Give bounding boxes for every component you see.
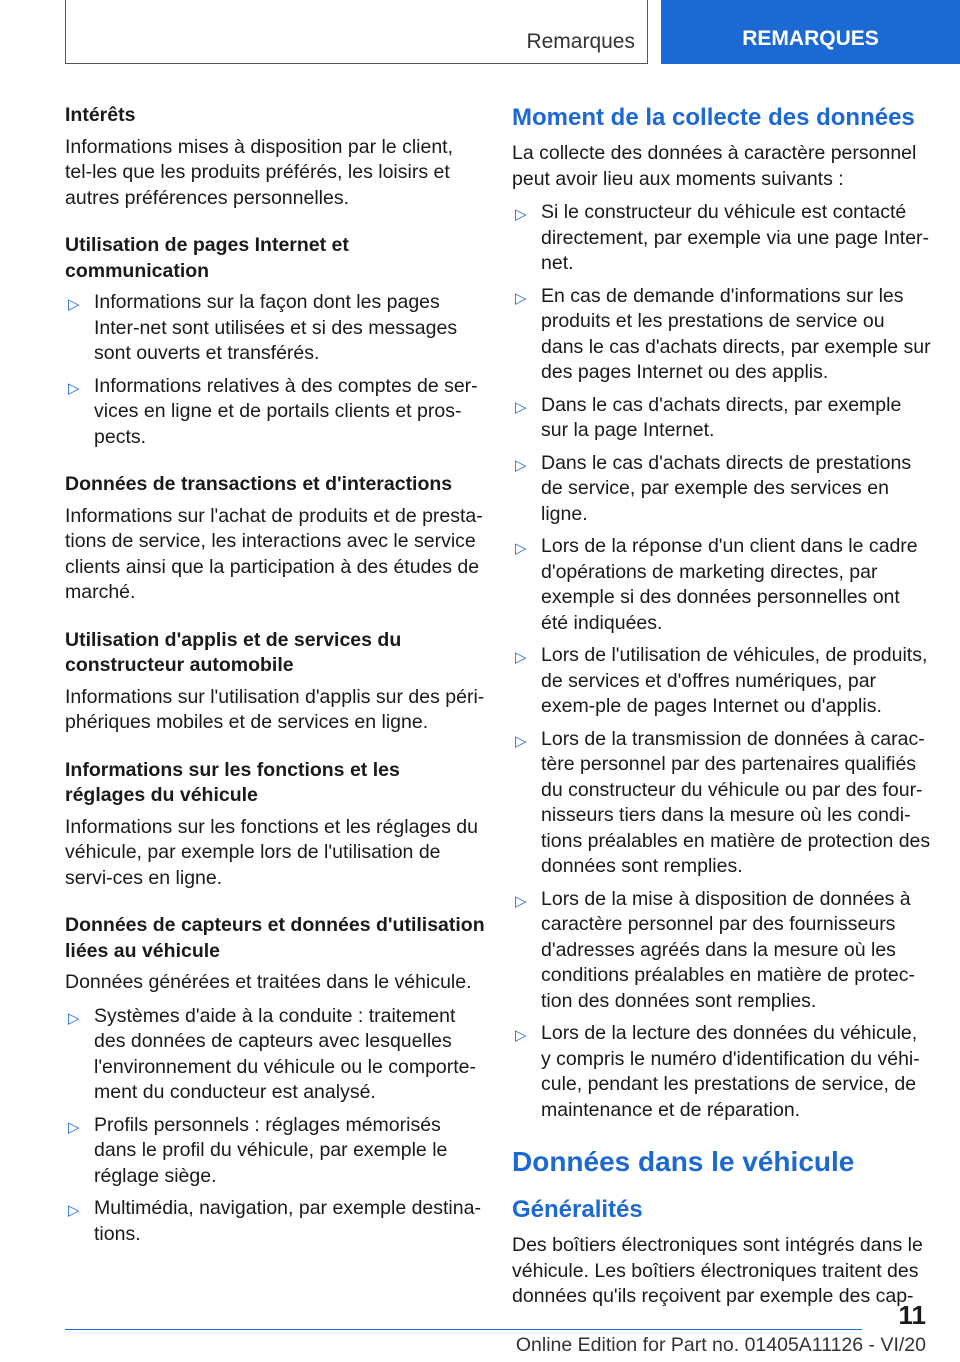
left-column (65, 103, 485, 1269)
triangle-bullet-icon: ▷ (515, 649, 527, 666)
list-capteurs (65, 1004, 485, 1248)
heading-fonctions-reglages: Informations sur les fonctions et les réglages du véhicule (65, 758, 400, 806)
triangle-bullet-icon: ▷ (515, 398, 527, 416)
page-number: 11 (898, 1300, 926, 1330)
heading-applis-services: Utilisation d'applis et de services du constructeur automobile (65, 628, 402, 676)
list-item: ▷ Informations sur la façon dont les pages Inter-net sont utilisées et si des messages sont ouverts et transférés. (68, 291, 458, 364)
paragraph-moment-collecte: La collecte des données à caractère personnel peut avoir lieu aux moments suivants : (512, 142, 917, 190)
list-internet-communication (65, 290, 485, 450)
list-moment-collecte (512, 200, 932, 1123)
heading-capteurs: Données de capteurs et données d'utilisation liées au véhicule (65, 914, 485, 962)
triangle-bullet-icon: ▷ (515, 732, 527, 750)
list-item: ▷ Dans le cas d'achats directs, par exemple sur la page Internet. (515, 393, 902, 441)
heading-internet-communication: Utilisation de pages Internet et communication (65, 234, 349, 282)
list-item: ▷ Si le constructeur du véhicule est contacté directement, par exemple via une page Inter-net. (515, 201, 930, 274)
triangle-bullet-icon: ▷ (515, 1027, 527, 1044)
paragraph-transactions: Informations sur l'achat de produits et de presta-tions de service, les interactions avec le service clients ainsi que la participation à des études de marché. (65, 504, 483, 603)
triangle-bullet-icon: ▷ (515, 456, 527, 474)
footer-edition: Online Edition for Part no. 01405A11126 - VI/20 (515, 1334, 926, 1356)
paragraph-fonctions-reglages: Informations sur les fonctions et les réglages du véhicule, par exemple lors de l'utilisation de servi-ces en ligne. (65, 815, 478, 889)
triangle-bullet-icon: ▷ (68, 379, 80, 397)
heading-interets: Intérêts (65, 104, 136, 126)
list-item: ▷ En cas de demande d'informations sur les produits et les prestations de service ou dans le cas d'achats directs, par exemple sur des pages Internet ou des applis. (515, 284, 931, 383)
heading-generalites: Généralités (512, 1196, 643, 1223)
list-item: ▷ Lors de la réponse d'un client dans le cadre d'opérations de marketing directes, par exemple si des données personnelles ont été indiquées. (515, 535, 918, 634)
heading-transactions: Données de transactions et d'interactions (65, 473, 453, 495)
list-item: ▷ Informations relatives à des comptes de ser-vices en ligne et de portails clients et pros-pects. (68, 374, 478, 448)
list-item: ▷ Dans le cas d'achats directs de prestations de service, par exemple des services en ligne. (515, 451, 912, 525)
list-item: ▷ Multimédia, navigation, par exemple destina-tions. (68, 1197, 481, 1245)
triangle-bullet-icon: ▷ (515, 892, 527, 910)
footer-divider (65, 1329, 862, 1330)
list-item: ▷ Systèmes d'aide à la conduite : traitement des données de capteurs avec lesquelles l'environnement du véhicule ou le comporte-ment du conducteur est analysé. (68, 1004, 477, 1103)
right-column (512, 103, 932, 1332)
paragraph-applis-services: Informations sur l'utilisation d'applis sur des péri-phériques mobiles et de services en ligne. (65, 685, 485, 733)
triangle-bullet-icon: ▷ (68, 1202, 80, 1219)
triangle-bullet-icon: ▷ (68, 1009, 80, 1027)
header-chapter-tab: REMARQUES (661, 0, 960, 64)
list-item: ▷ Lors de la transmission de données à carac-tère personnel par des partenaires qualifiés du constructeur du véhicule ou par des four-nisseurs tiers dans la mesure où les condi-tions préalables en matière de protection des données sont remplies. (515, 727, 931, 877)
heading-donnees-vehicule: Données dans le véhicule (512, 1146, 855, 1177)
triangle-bullet-icon: ▷ (68, 296, 80, 313)
triangle-bullet-icon: ▷ (515, 289, 527, 307)
list-item: ▷ Lors de la mise à disposition de données à caractère personnel par des fournisseurs d'adresses agréés dans la mesure où les conditions préalables en matière de protec-tion des données sont remplies. (515, 887, 915, 1012)
list-item: ▷ Lors de la lecture des données du véhicule, y compris le numéro d'identification du véhi-cule, pendant les prestations de service, de maintenance et de réparation. (515, 1022, 920, 1121)
paragraph-capteurs: Données générées et traitées dans le véhicule. (65, 971, 472, 993)
triangle-bullet-icon: ▷ (515, 206, 527, 223)
paragraph-interets: Informations mises à disposition par le client, tel-les que les produits préférés, les loisirs et autres préférences personnelles. (65, 135, 454, 209)
header-section-title: Remarques (526, 30, 635, 53)
paragraph-generalites: Des boîtiers électroniques sont intégrés dans le véhicule. Les boîtiers électroniques traitent des données qu'ils reçoivent par exemple des cap- (512, 1234, 923, 1307)
list-item: ▷ Profils personnels : réglages mémorisés dans le profil du véhicule, par exemple le réglage siège. (68, 1113, 448, 1187)
list-item: ▷ Lors de l'utilisation de véhicules, de produits, de services et d'offres numériques, par exem-ple de pages Internet ou d'applis. (515, 644, 928, 717)
triangle-bullet-icon: ▷ (515, 540, 527, 557)
heading-moment-collecte: Moment de la collecte des données (512, 104, 915, 131)
triangle-bullet-icon: ▷ (68, 1118, 80, 1136)
